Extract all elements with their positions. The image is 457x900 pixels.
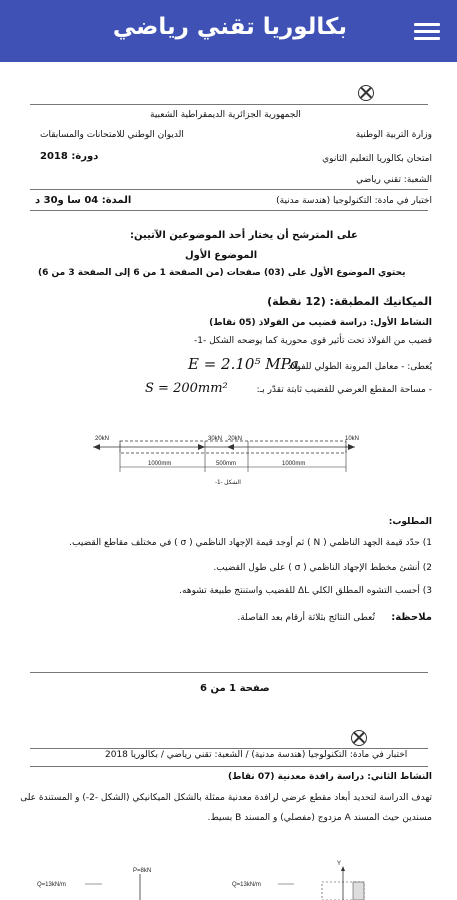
section-title: الميكانيك المطبقة: (12 نقطة) <box>267 295 432 308</box>
topic-title: الموضوع الأول <box>185 250 258 261</box>
activity2-desc-1: تهدف الدراسة لتحديد أبعاد مقطع عرضي لرافدة معدنية ممثلة بالشكل الميكانيكي (الشكل -2-) و المستندة على <box>20 793 432 803</box>
subject-label: اختبار في مادة: التكنولوجيا (هندسة مدنية) <box>276 196 432 206</box>
force-mid1: 30kN <box>208 436 223 442</box>
page2-header: اختبار في مادة: التكنولوجيا (هندسة مدنية) / الشعبة: تقني رياضي / بكالوريا 2018 <box>105 750 408 760</box>
p-label: P=8kN <box>133 868 152 874</box>
required-label: المطلوب: <box>388 517 432 527</box>
exam-label: امتحان بكالوريا التعليم الثانوي <box>322 154 432 164</box>
ministry-label: وزارة التربية الوطنية <box>355 130 432 140</box>
stream-label: الشعبة: تقني رياضي <box>356 175 432 185</box>
force-right: 10kN <box>345 436 360 442</box>
activity2-desc-2: مسندين حيث المسند A مزدوج (مفصلي) و المسند B بسيط. <box>207 813 432 823</box>
page-footer: صفحة 1 من 6 <box>200 683 270 694</box>
page2-top-border <box>30 748 428 749</box>
given-label: يُعطى: - معامل المرونة الطولي للفولاذ <box>287 362 432 372</box>
app-bar <box>0 0 457 62</box>
note-label: ملاحظة: <box>391 612 432 623</box>
activity2-title: النشاط الثاني: دراسة رافدة معدنية (07 نقاط) <box>227 772 432 782</box>
activity1-title: النشاط الأول: دراسة قضيب من الفولاذ (05 نقاط) <box>209 318 432 328</box>
session-label: دورة: 2018 <box>40 151 99 162</box>
force-mid2: 20kN <box>228 436 243 442</box>
figure-caption: الشكل -1- <box>215 480 241 486</box>
formula-e: E = 2.10⁵ MPa <box>188 355 299 373</box>
page2-header-divider <box>30 766 428 767</box>
rod-description: قضيب من الفولاذ تحت تأثير قوى محورية كما يوضحه الشكل -1- <box>193 336 432 346</box>
pdf-viewer[interactable] <box>0 62 457 900</box>
beam-figure <box>0 840 457 900</box>
force-left: 20kN <box>95 436 110 442</box>
arrow-mid1 <box>198 444 205 450</box>
question-2: 2) أنشئ مخطط الإجهاد الناظمي ( σ ) على طول القضيب. <box>213 563 432 573</box>
section-hatch <box>353 882 364 900</box>
app-title: بكالوريا تقني رياضي <box>112 14 347 40</box>
close-circle-icon-page2 <box>351 730 367 746</box>
arrow-right <box>348 444 355 450</box>
close-circle-icon <box>358 85 374 101</box>
choose-instruction: على المترشح أن يختار أحد الموضوعين الآتيين: <box>130 230 358 241</box>
formula-s: S = 200mm² <box>145 381 228 396</box>
y-axis-arrow <box>341 866 345 871</box>
office-label: الديوان الوطني للامتحانات والمسابقات <box>40 130 184 140</box>
dim-1000-right: 1000mm <box>282 461 306 467</box>
y-axis-label: Y <box>337 861 342 867</box>
question-3: 3) أحسب التشوه المطلق الكلي ΔL للقضيب واستنتج طبيعة تشوهه. <box>179 586 432 596</box>
note-text: تُعطى النتائج بثلاثة أرقام بعد الفاصلة. <box>237 613 375 623</box>
duration-label: المدة: 04 سا و30 د <box>35 195 132 206</box>
menu-icon[interactable] <box>410 18 444 46</box>
q-left-label: Q=13kN/m <box>37 882 66 888</box>
page-top-border <box>30 104 428 105</box>
area-label: - مساحة المقطع العرضي للقضيب ثابتة تقدّر بـ: <box>256 385 432 395</box>
q-mid-label: Q=13kN/m <box>232 882 261 888</box>
question-1: 1) حدّد قيمة الجهد الناظمي ( N ) ثم أوجد قيمة الإجهاد الناظمي ( σ ) في مختلف مقاطع القضيب. <box>69 538 432 548</box>
subject-divider <box>30 210 428 211</box>
arrow-left <box>93 444 100 450</box>
header-divider <box>30 189 428 190</box>
dim-1000-left: 1000mm <box>148 461 172 467</box>
arrow-mid2 <box>227 444 234 450</box>
rod-figure <box>0 427 457 547</box>
footer-divider <box>30 672 428 673</box>
republic-header: الجمهورية الجزائرية الديمقراطية الشعبية <box>150 110 301 120</box>
dim-500: 500mm <box>216 461 237 467</box>
pages-info: يحتوي الموضوع الأول على (03) صفحات (من الصفحة 1 من 6 إلى الصفحة 3 من 6) <box>38 268 406 278</box>
